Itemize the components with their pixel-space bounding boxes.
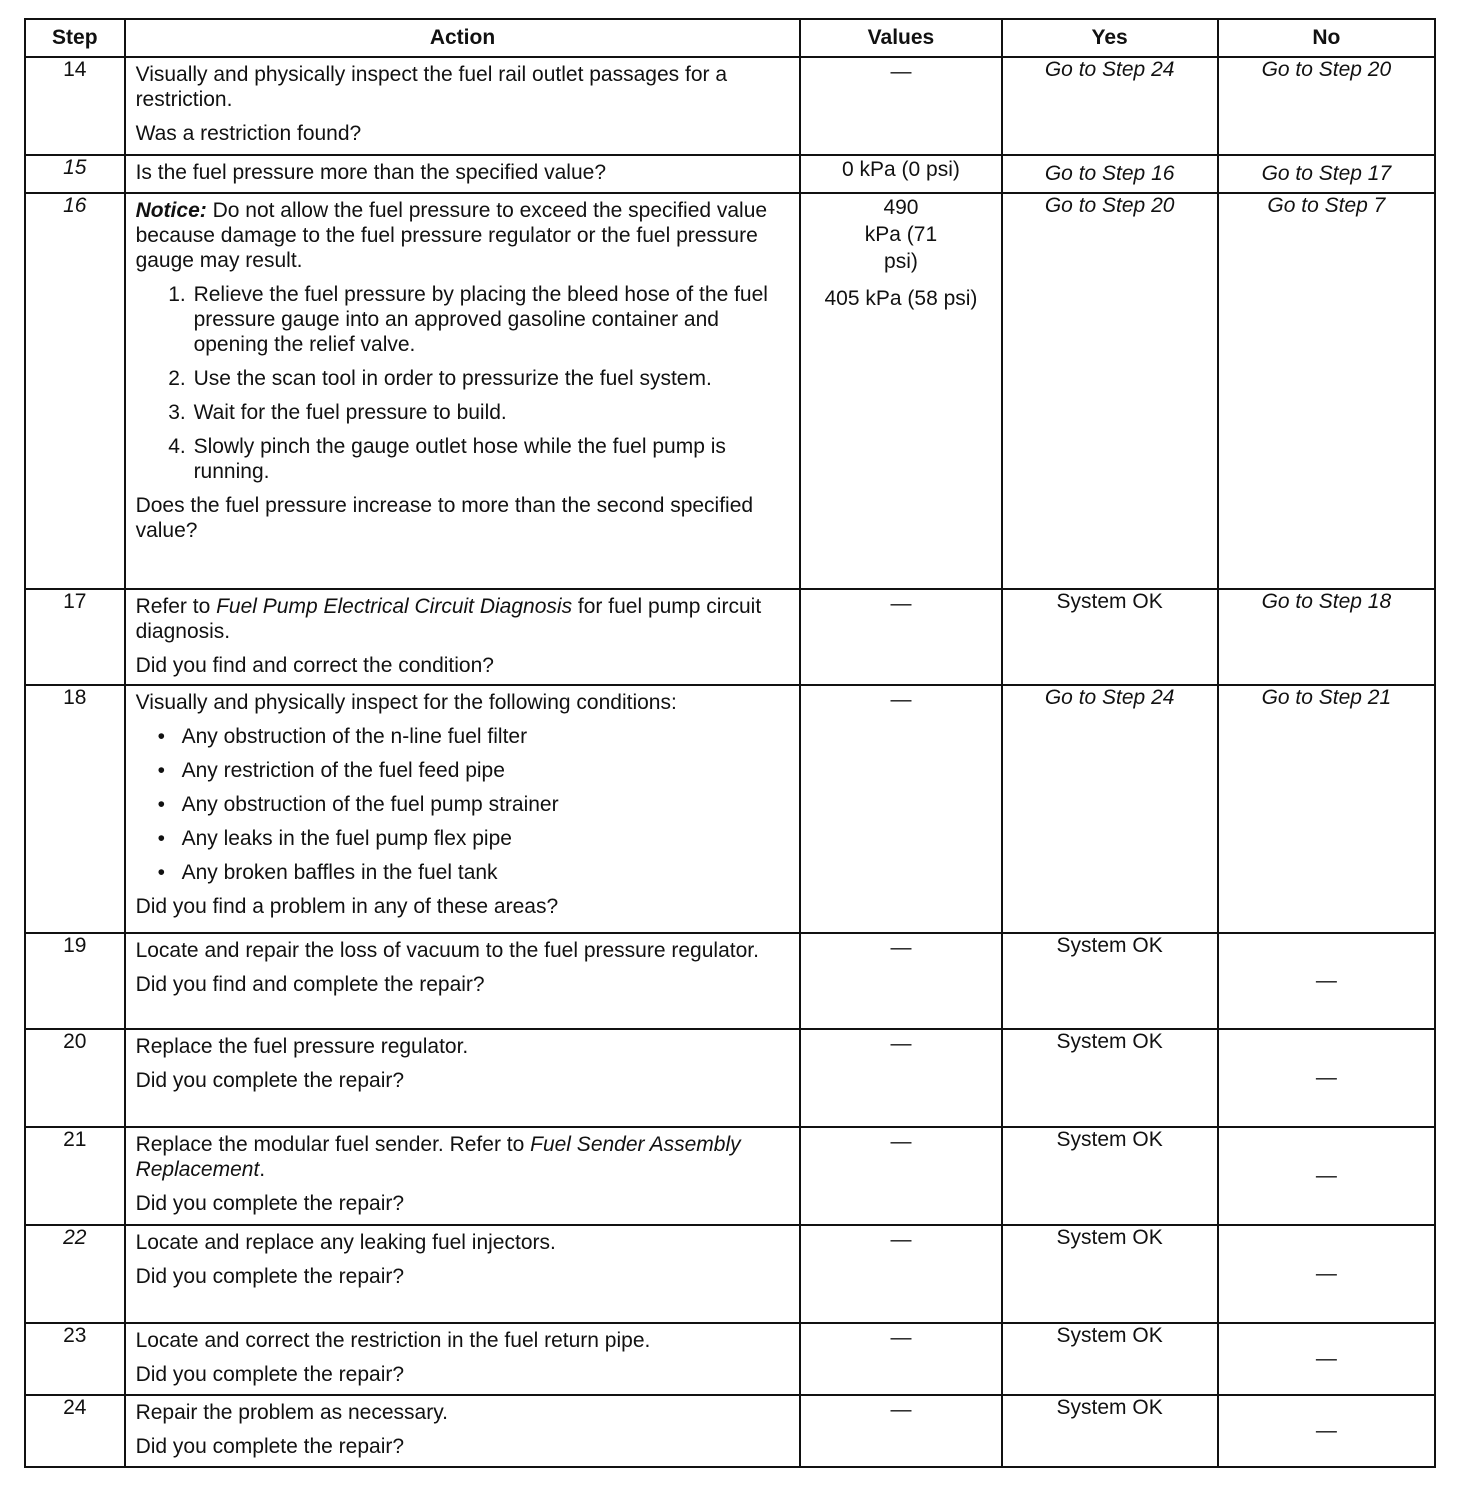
list-item [157,826,790,851]
action-text: Locate and correct the restriction in the fuel return pipe. [135,1329,651,1352]
no-cell: Go to Step 20 [1218,57,1435,155]
yes-cell: System OK [1002,933,1218,1029]
action-cell [125,1225,801,1323]
action-text-part: Replace the modular fuel sender. Refer to [135,1133,531,1156]
value-cell: — [800,685,1001,933]
no-cell: — [1218,933,1435,1029]
action-text: Visually and physically inspect the fuel rail outlet passages for a restriction. [135,63,728,111]
value-second: 405 kPa (58 psi) [824,287,978,310]
action-cell [125,589,801,685]
table-row [25,57,1435,155]
table-row [25,589,1435,685]
bullet-glyph: • [157,793,165,816]
value-cell: — [800,933,1001,1029]
step-number: 20 [25,1029,125,1127]
yes-cell: Go to Step 20 [1002,193,1218,589]
procedure-step: 2. Use the scan tool in order to pressurize the fuel system. [192,366,790,391]
header-action: Action [125,19,801,57]
action-cell [125,685,801,933]
action-text: Replace the fuel pressure regulator. [135,1035,469,1058]
header-no: No [1218,19,1435,57]
value-cell [800,193,1001,589]
action-cell [125,1029,801,1127]
yes-cell: Go to Step 24 [1002,685,1218,933]
table-row [25,155,1435,193]
table-row [25,1323,1435,1395]
header-step: Step [25,19,125,57]
step-number: 18 [25,685,125,933]
header-row [25,19,1435,57]
step-number: 16 [25,193,125,589]
value-cell: 0 kPa (0 psi) [800,155,1001,193]
value-cell: — [800,1323,1001,1395]
action-text: Locate and repair the loss of vacuum to the fuel pressure regulator. [135,939,759,962]
condition-list [136,724,790,885]
yes-cell: Go to Step 24 [1002,57,1218,155]
table-row [25,933,1435,1029]
notice-paragraph [136,198,790,273]
action-text [136,1132,790,1182]
diagnostic-table-page [24,18,1436,1468]
step-number: 21 [25,1127,125,1225]
bullet-glyph: • [157,861,165,884]
table-row [25,1029,1435,1127]
action-cell [125,1323,801,1395]
action-question: Did you find and complete the repair? [135,973,485,996]
action-question: Did you find and correct the condition? [135,654,494,677]
bullet-glyph: • [157,725,165,748]
procedure-step: 3. Wait for the fuel pressure to build. [192,400,790,425]
action-cell [125,57,801,155]
action-text-part: for fuel pump circuit diagnosis. [135,595,762,643]
bullet-glyph: • [157,759,165,782]
list-item [157,758,790,783]
list-item-text: Any restriction of the fuel feed pipe [181,759,505,782]
list-item-text: Any obstruction of the fuel pump strainer [181,793,559,816]
table-row [25,685,1435,933]
notice-label: Notice: [135,199,207,222]
value-cell: — [800,1395,1001,1467]
table-row [25,1395,1435,1467]
yes-cell: System OK [1002,1323,1218,1395]
step-number: 15 [25,155,125,193]
procedure-list [136,282,790,484]
action-cell [125,1395,801,1467]
action-text-part: . [259,1158,266,1181]
action-cell [125,933,801,1029]
action-text: Locate and replace any leaking fuel injectors. [135,1231,556,1254]
value-cell: — [800,1127,1001,1225]
step-number: 24 [25,1395,125,1467]
no-cell: Go to Step 21 [1218,685,1435,933]
step-number: 23 [25,1323,125,1395]
yes-cell: System OK [1002,1127,1218,1225]
value-cell: — [800,1225,1001,1323]
action-text: Repair the problem as necessary. [135,1401,448,1424]
yes-cell: System OK [1002,1225,1218,1323]
procedure-step: 1. Relieve the fuel pressure by placing the bleed hose of the fuel pressure gauge into an approved gasoline container and opening the relief valve. [192,282,790,357]
list-item [157,792,790,817]
value-first: 490 kPa (71 psi) [864,196,938,273]
action-text: Visually and physically inspect for the following conditions: [135,691,677,714]
action-cell [125,193,801,589]
action-question: Does the fuel pressure increase to more than the second specified value? [135,494,754,542]
action-question: Is the fuel pressure more than the specified value? [135,161,607,184]
action-question: Did you complete the repair? [135,1265,405,1288]
table-row [25,1127,1435,1225]
header-yes: Yes [1002,19,1218,57]
action-question: Did you complete the repair? [135,1192,405,1215]
action-cell [125,1127,801,1225]
action-question: Did you complete the repair? [135,1363,405,1386]
list-item [157,860,790,885]
procedure-reference: Fuel Pump Electrical Circuit Diagnosis [216,595,573,618]
action-question: Was a restriction found? [135,122,362,145]
no-cell: — [1218,1395,1435,1467]
yes-cell: Go to Step 16 [1002,155,1218,193]
no-cell: — [1218,1029,1435,1127]
value-cell: — [800,589,1001,685]
no-cell: — [1218,1323,1435,1395]
bullet-glyph: • [157,827,165,850]
no-cell: — [1218,1225,1435,1323]
action-text-part: Refer to [135,595,217,618]
action-question: Did you complete the repair? [135,1435,405,1458]
action-question: Did you complete the repair? [135,1069,405,1092]
no-cell: Go to Step 18 [1218,589,1435,685]
table-row [25,193,1435,589]
table-row [25,1225,1435,1323]
value-cell: — [800,57,1001,155]
no-cell: Go to Step 7 [1218,193,1435,589]
yes-cell: System OK [1002,1029,1218,1127]
action-question: Did you find a problem in any of these areas? [135,895,559,918]
step-number: 14 [25,57,125,155]
list-item [157,724,790,749]
action-text [136,594,790,644]
step-number: 22 [25,1225,125,1323]
step-number: 19 [25,933,125,1029]
no-cell: Go to Step 17 [1218,155,1435,193]
diagnostic-table [24,18,1436,1468]
list-item-text: Any broken baffles in the fuel tank [181,861,498,884]
notice-text: Do not allow the fuel pressure to exceed the specified value because damage to the fuel pressure regulator or the fuel pressure gauge may result. [135,199,768,272]
value-cell: — [800,1029,1001,1127]
procedure-step: 4. Slowly pinch the gauge outlet hose while the fuel pump is running. [192,434,790,484]
step-number: 17 [25,589,125,685]
list-item-text: Any obstruction of the n-line fuel filter [181,725,528,748]
header-values: Values [800,19,1001,57]
yes-cell: System OK [1002,589,1218,685]
list-item-text: Any leaks in the fuel pump flex pipe [181,827,512,850]
no-cell: — [1218,1127,1435,1225]
procedure-reference: Fuel Sender Assembly Replacement [135,1133,741,1181]
action-cell [125,155,801,193]
yes-cell: System OK [1002,1395,1218,1467]
